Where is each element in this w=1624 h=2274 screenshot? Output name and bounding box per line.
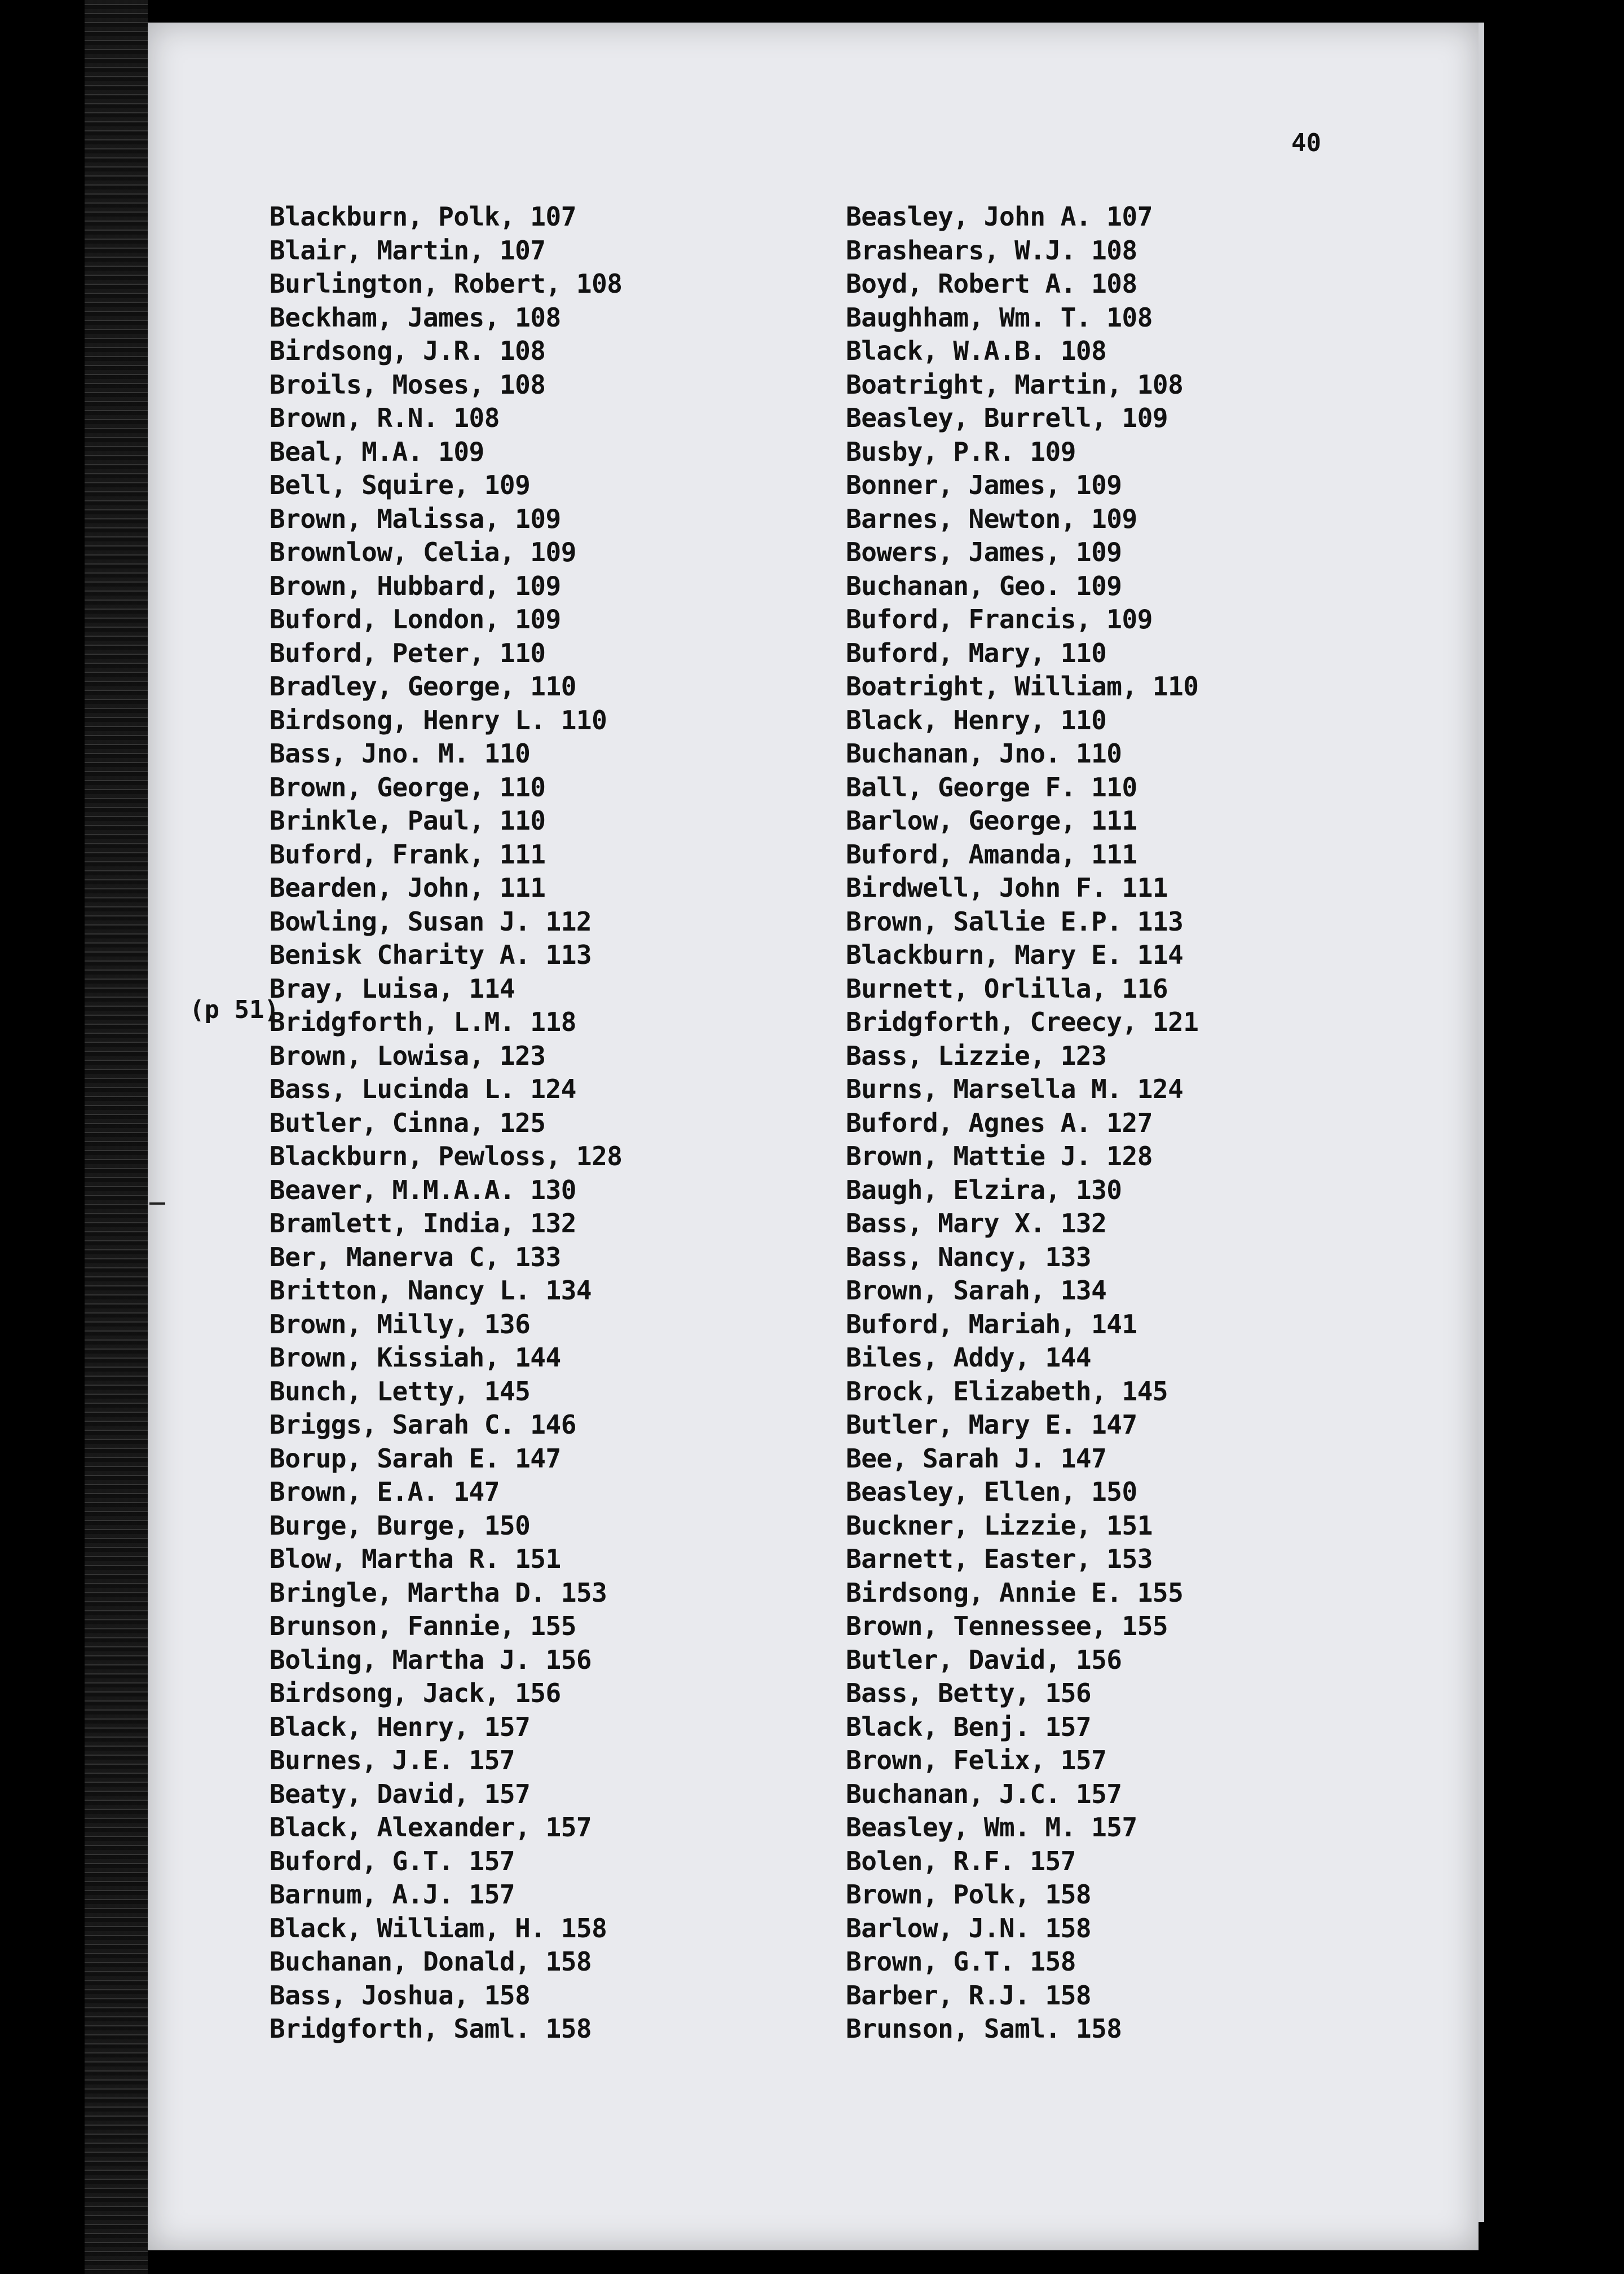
index-entry: Bramlett, India, 132 [270, 1208, 576, 1239]
index-entry: Birdsong, J.R. 108 [270, 336, 546, 366]
index-entry: Blackburn, Polk, 107 [270, 201, 576, 232]
index-entry: Brown, Tennessee, 155 [846, 1611, 1168, 1641]
index-entry: Bolen, R.F. 157 [846, 1845, 1076, 1876]
index-entry: Ball, George F. 110 [846, 772, 1137, 803]
index-entry: Brownlow, Celia, 109 [270, 537, 576, 567]
right-column-list [846, 200, 1198, 2046]
index-entry: Butler, Cinna, 125 [270, 1107, 546, 1138]
index-entry: Buford, Amanda, 111 [846, 839, 1137, 870]
index-entry: Bray, Luisa, 114 [270, 973, 515, 1004]
index-entry: Brown, R.N. 108 [270, 403, 500, 433]
index-entry: Buckner, Lizzie, 151 [846, 1510, 1153, 1541]
index-entry: Brunson, Saml. 158 [846, 2013, 1122, 2044]
index-entry: Buchanan, J.C. 157 [846, 1778, 1122, 1809]
index-entry: Brashears, W.J. 108 [846, 235, 1137, 266]
index-entry: Bass, Mary X. 132 [846, 1208, 1107, 1239]
index-entry: Butler, David, 156 [846, 1644, 1122, 1675]
index-entry: Burnes, J.E. 157 [270, 1745, 515, 1775]
index-entry: Bass, Nancy, 133 [846, 1241, 1092, 1272]
index-entry: Baugh, Elzira, 130 [846, 1174, 1122, 1205]
index-entry: Brown, George, 110 [270, 772, 546, 803]
index-entry: Broils, Moses, 108 [270, 369, 546, 400]
index-entry: Birdsong, Annie E. 155 [846, 1577, 1184, 1608]
index-entry: Borup, Sarah E. 147 [270, 1443, 561, 1474]
index-entry: Birdsong, Jack, 156 [270, 1678, 561, 1708]
index-entry: Black, W.A.B. 108 [846, 336, 1107, 366]
index-entry: Barnum, A.J. 157 [270, 1879, 515, 1910]
index-entry: Brown, Kissiah, 144 [270, 1342, 561, 1373]
index-entry: Benisk Charity A. 113 [270, 940, 592, 970]
index-entry: Buchanan, Geo. 109 [846, 570, 1122, 601]
index-entry: Burns, Marsella M. 124 [846, 1074, 1184, 1104]
left-column-list [270, 200, 622, 2046]
index-entry: Biles, Addy, 144 [846, 1342, 1092, 1373]
index-entry: Bowers, James, 109 [846, 537, 1122, 567]
index-entry: Buchanan, Jno. 110 [846, 738, 1122, 769]
index-entry: Beasley, Burrell, 109 [846, 403, 1168, 433]
index-entry: Beckham, James, 108 [270, 302, 561, 333]
index-entry: Busby, P.R. 109 [846, 436, 1076, 467]
margin-dash [149, 1202, 165, 1205]
index-entry: Birdwell, John F. 111 [846, 872, 1168, 903]
index-entry: Bee, Sarah J. 147 [846, 1443, 1107, 1474]
index-entry: Black, Alexander, 157 [270, 1812, 592, 1843]
index-entry: Buford, London, 109 [270, 604, 561, 634]
index-entry: Brunson, Fannie, 155 [270, 1611, 576, 1641]
index-entry: Barnett, Easter, 153 [846, 1544, 1153, 1574]
index-entry: Bowling, Susan J. 112 [270, 906, 592, 937]
index-entry: Boatright, William, 110 [846, 671, 1199, 702]
index-entry: Barber, R.J. 158 [846, 1980, 1092, 2011]
index-entry: Brown, Mattie J. 128 [846, 1141, 1153, 1171]
index-entry: Buford, G.T. 157 [270, 1845, 515, 1876]
index-entry: Blair, Martin, 107 [270, 235, 546, 266]
index-entry: Boyd, Robert A. 108 [846, 268, 1137, 299]
index-entry: Bunch, Letty, 145 [270, 1376, 531, 1407]
index-entry: Black, Henry, 110 [846, 704, 1107, 735]
index-entry: Buford, Francis, 109 [846, 604, 1153, 634]
margin-note: (p 51) [189, 995, 279, 1024]
index-entry: Brown, Polk, 158 [846, 1879, 1092, 1910]
index-entry: Briggs, Sarah C. 146 [270, 1409, 576, 1440]
scan-border-right [1479, 23, 1484, 2222]
index-entry: Brock, Elizabeth, 145 [846, 1376, 1168, 1407]
index-entry: Brinkle, Paul, 110 [270, 805, 546, 836]
index-entry: Beasley, Ellen, 150 [846, 1477, 1137, 1507]
index-entry: Brown, Lowisa, 123 [270, 1040, 546, 1071]
index-entry: Boling, Martha J. 156 [270, 1644, 592, 1675]
index-entry: Barlow, George, 111 [846, 805, 1137, 836]
index-entry: Boatright, Martin, 108 [846, 369, 1184, 400]
index-entry: Bass, Lizzie, 123 [846, 1040, 1107, 1071]
index-entry: Bearden, John, 111 [270, 872, 546, 903]
index-entry: Black, William, H. 158 [270, 1912, 607, 1944]
index-entry: Brown, Malissa, 109 [270, 503, 561, 534]
index-entry: Butler, Mary E. 147 [846, 1409, 1137, 1440]
index-entry: Barlow, J.N. 158 [846, 1912, 1092, 1944]
index-entry: Baughham, Wm. T. 108 [846, 302, 1153, 333]
index-entry: Birdsong, Henry L. 110 [270, 704, 607, 735]
index-entry: Buford, Frank, 111 [270, 839, 546, 870]
index-entry: Bass, Joshua, 158 [270, 1980, 531, 2011]
index-entry: Bridgforth, L.M. 118 [270, 1007, 576, 1037]
index-entry: Bass, Jno. M. 110 [270, 738, 531, 769]
page-number: 40 [1291, 129, 1321, 157]
index-entry: Brown, Milly, 136 [270, 1308, 531, 1339]
index-entry: Brown, Hubbard, 109 [270, 570, 561, 601]
index-entry: Blackburn, Mary E. 114 [846, 940, 1184, 970]
index-entry: Buford, Agnes A. 127 [846, 1107, 1153, 1138]
index-entry: Beaver, M.M.A.A. 130 [270, 1174, 576, 1205]
index-entry: Beasley, Wm. M. 157 [846, 1812, 1137, 1843]
index-entry: Burlington, Robert, 108 [270, 268, 623, 299]
index-entry: Ber, Manerva C, 133 [270, 1241, 561, 1272]
index-entry: Britton, Nancy L. 134 [270, 1275, 592, 1306]
scan-border-left [85, 0, 148, 2274]
index-entry: Blow, Martha R. 151 [270, 1544, 561, 1574]
index-entry: Beasley, John A. 107 [846, 201, 1153, 232]
index-entry: Brown, Sarah, 134 [846, 1275, 1107, 1306]
index-entry: Bridgforth, Saml. 158 [270, 2013, 592, 2044]
index-entry: Brown, Sallie E.P. 113 [846, 906, 1184, 937]
index-entry: Black, Benj. 157 [846, 1711, 1092, 1742]
index-entry: Bridgforth, Creecy, 121 [846, 1007, 1199, 1037]
index-entry: Burge, Burge, 150 [270, 1510, 531, 1541]
index-entry: Bonner, James, 109 [846, 470, 1122, 500]
index-entry: Barnes, Newton, 109 [846, 503, 1137, 534]
index-entry: Blackburn, Pewloss, 128 [270, 1141, 623, 1171]
index-entry: Buford, Peter, 110 [270, 637, 546, 668]
index-entry: Bell, Squire, 109 [270, 470, 531, 500]
index-entry: Brown, G.T. 158 [846, 1946, 1076, 1977]
index-entry: Buford, Mary, 110 [846, 637, 1107, 668]
index-entry: Bradley, George, 110 [270, 671, 576, 702]
index-entry: Bass, Betty, 156 [846, 1678, 1092, 1708]
index-entry: Black, Henry, 157 [270, 1711, 531, 1742]
index-entry: Beaty, David, 157 [270, 1778, 531, 1809]
index-entry: Bringle, Martha D. 153 [270, 1577, 607, 1608]
index-entry: Bass, Lucinda L. 124 [270, 1074, 576, 1104]
index-entry: Burnett, Orlilla, 116 [846, 973, 1168, 1004]
index-entry: Buford, Mariah, 141 [846, 1308, 1137, 1339]
index-entry: Brown, E.A. 147 [270, 1477, 500, 1507]
index-entry: Brown, Felix, 157 [846, 1745, 1107, 1775]
index-entry: Beal, M.A. 109 [270, 436, 484, 467]
index-entry: Buchanan, Donald, 158 [270, 1946, 592, 1977]
